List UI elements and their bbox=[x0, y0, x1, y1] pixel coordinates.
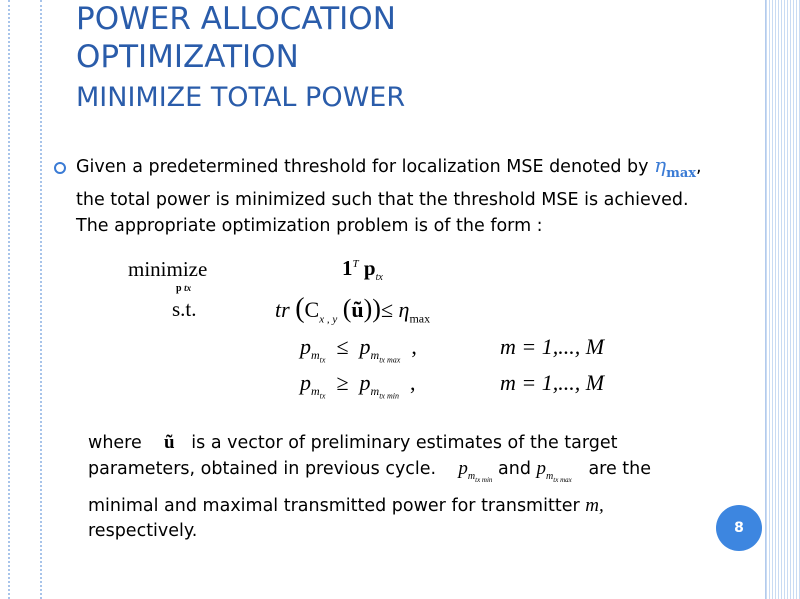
left-border-decoration bbox=[8, 0, 42, 599]
page-number-badge: 8 bbox=[716, 505, 762, 551]
c1-eta: η bbox=[398, 297, 410, 322]
where-word: where bbox=[88, 433, 142, 453]
where-line-1 bbox=[88, 430, 728, 456]
where-u-symbol: ũ bbox=[164, 432, 175, 453]
c3-sub-tx: tx bbox=[319, 391, 326, 401]
c2-rsub-txmax: tx max bbox=[379, 355, 401, 365]
c3-p: p bbox=[300, 370, 311, 395]
formula-constraint-3 bbox=[300, 370, 415, 401]
c2-sub-m: m bbox=[311, 348, 320, 363]
c3-comma: , bbox=[409, 370, 416, 395]
objective-p: p bbox=[363, 256, 376, 280]
c2-p: p bbox=[300, 334, 311, 359]
where-line-2-tail: are the bbox=[588, 459, 652, 479]
c3-rsub-m: m bbox=[370, 384, 380, 399]
c3-rp: p bbox=[359, 370, 371, 395]
bullet-line-1-tail: , bbox=[696, 157, 702, 177]
eta-max-symbol bbox=[654, 153, 697, 181]
c2-op: ≤ bbox=[336, 334, 349, 359]
c1-le: ≤ bbox=[380, 297, 394, 322]
formula-range-3: m = 1,..., M bbox=[500, 370, 605, 395]
where-line-1-tail: is a vector of preliminary estimates of the target bbox=[191, 433, 618, 453]
c3-op: ≥ bbox=[336, 370, 349, 395]
c1-tr: tr bbox=[275, 297, 290, 322]
slide-title bbox=[76, 0, 396, 76]
c2-comma: , bbox=[411, 334, 417, 359]
where-m-symbol: m, bbox=[585, 494, 604, 516]
where-pmax-p: p bbox=[536, 458, 547, 479]
right-border-decoration bbox=[765, 0, 800, 599]
where-paragraph bbox=[88, 430, 728, 544]
c2-rsub-m: m bbox=[370, 348, 380, 363]
bullet-line-1-text: Given a predetermined threshold for localization MSE denoted by bbox=[76, 157, 649, 177]
slide-subtitle: MINIMIZE TOTAL POWER bbox=[76, 82, 406, 113]
c1-u: ũ bbox=[351, 297, 364, 322]
title-line-2: OPTIMIZATION bbox=[76, 39, 299, 75]
eta-glyph: η bbox=[654, 153, 667, 177]
title-line-1: POWER ALLOCATION bbox=[76, 1, 396, 37]
where-pmin-m: m bbox=[467, 470, 476, 482]
bullet-line-2: the total power is minimized such that the threshold MSE is achieved. bbox=[76, 190, 689, 210]
c1-C: C bbox=[304, 297, 320, 322]
minimize-sub-tx: tx bbox=[184, 283, 192, 293]
c2-rp: p bbox=[359, 334, 371, 359]
formula-constraint-2 bbox=[300, 334, 417, 365]
where-line-4: respectively. bbox=[88, 520, 198, 541]
c3-rsub bbox=[370, 384, 399, 401]
objective-transpose: T bbox=[352, 258, 359, 270]
bullet-circle-icon bbox=[54, 162, 66, 174]
eta-subscript: max bbox=[666, 166, 697, 181]
objective-one: 1 bbox=[342, 256, 353, 280]
objective-tx: tx bbox=[375, 272, 383, 284]
where-pmin-p: p bbox=[458, 458, 468, 479]
where-pmax-txmax: tx max bbox=[553, 475, 572, 484]
c2-rsub bbox=[370, 348, 401, 365]
where-pmax bbox=[536, 458, 572, 484]
where-line-3 bbox=[88, 493, 728, 519]
formula-constraint-1: tr ($C_{x , y}$ (ũ))≤ $\eta_{max}$ bbox=[275, 293, 431, 326]
c3-sub-m: m bbox=[311, 384, 320, 399]
where-pmax-m: m bbox=[546, 470, 554, 482]
formula-minimize-sub bbox=[176, 283, 191, 294]
c3-rsub-txmin: tx min bbox=[379, 391, 399, 401]
formula-objective bbox=[342, 256, 383, 283]
where-line-2-head: parameters, obtained in previous cycle. bbox=[88, 459, 437, 479]
c3-sub bbox=[311, 384, 326, 401]
c2-sub bbox=[311, 348, 326, 365]
where-and: and bbox=[498, 459, 531, 479]
formula-range-2: m = 1,..., M bbox=[500, 334, 605, 359]
where-line-3-text: minimal and maximal transmitted power for transmitter bbox=[88, 495, 580, 516]
formula-st: s.t. bbox=[172, 297, 197, 321]
where-pmin-txmin: tx min bbox=[475, 475, 493, 484]
c1-xy: x , y bbox=[319, 313, 338, 326]
minimize-sub-p: p bbox=[176, 283, 182, 294]
where-pmin bbox=[458, 458, 493, 484]
formula-minimize: minimize bbox=[128, 257, 208, 281]
where-line-2 bbox=[88, 456, 728, 493]
bullet-line-3: The appropriate optimization problem is of the form : bbox=[76, 216, 543, 236]
c2-sub-tx: tx bbox=[319, 355, 326, 365]
bullet-line-1 bbox=[76, 152, 736, 187]
c1-max: max bbox=[409, 311, 431, 326]
bullet-paragraph bbox=[76, 152, 736, 239]
